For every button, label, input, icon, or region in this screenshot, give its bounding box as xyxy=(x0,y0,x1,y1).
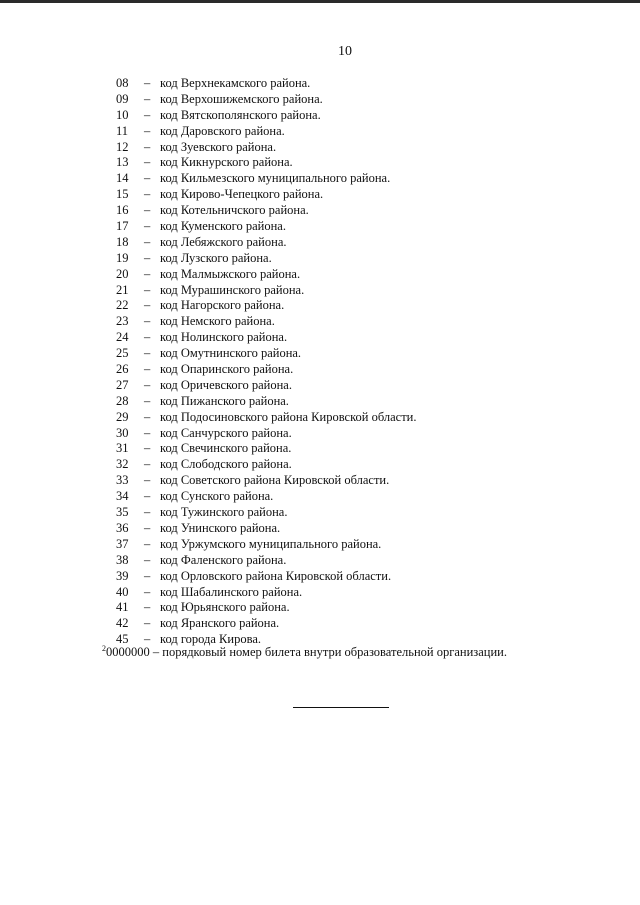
code-description: код Лебяжского района. xyxy=(160,234,287,249)
code-description: код Мурашинского района. xyxy=(160,282,305,297)
code-number: 40 xyxy=(116,584,129,599)
list-item xyxy=(116,362,417,378)
code-description: код Опаринского района. xyxy=(160,362,294,377)
list-item xyxy=(116,441,417,457)
code-dash: – xyxy=(144,632,151,647)
list-item xyxy=(116,569,417,585)
list-item xyxy=(116,537,417,553)
code-dash: – xyxy=(144,282,151,297)
code-dash: – xyxy=(144,139,151,154)
code-description: код Унинского района. xyxy=(160,520,281,535)
list-item xyxy=(116,489,417,505)
code-dash: – xyxy=(144,250,151,265)
code-number: 13 xyxy=(116,155,129,170)
list-item xyxy=(116,473,417,489)
code-number: 35 xyxy=(116,505,129,520)
code-number: 16 xyxy=(116,203,129,218)
code-description: код Орловского района Кировской области. xyxy=(160,568,392,583)
code-number: 39 xyxy=(116,568,129,583)
code-description: код Свечинского района. xyxy=(160,441,292,456)
list-item xyxy=(116,410,417,426)
code-dash: – xyxy=(144,234,151,249)
code-dash: – xyxy=(144,552,151,567)
code-dash: – xyxy=(144,107,151,122)
code-dash: – xyxy=(144,505,151,520)
code-number: 12 xyxy=(116,139,129,154)
code-dash: – xyxy=(144,568,151,583)
code-description: код Нагорского района. xyxy=(160,298,285,313)
code-dash: – xyxy=(144,155,151,170)
code-description: код Сунского района. xyxy=(160,489,274,504)
code-number: 33 xyxy=(116,473,129,488)
code-number: 42 xyxy=(116,616,129,631)
code-number: 27 xyxy=(116,377,129,392)
code-dash: – xyxy=(144,616,151,631)
list-item xyxy=(116,203,417,219)
code-number: 37 xyxy=(116,536,129,551)
top-border-line xyxy=(0,0,640,6)
code-dash: – xyxy=(144,473,151,488)
code-description: код Верхнекамского района. xyxy=(160,76,311,90)
code-dash: – xyxy=(144,266,151,281)
code-dash: – xyxy=(144,346,151,361)
list-item xyxy=(116,521,417,537)
code-number: 20 xyxy=(116,266,129,281)
code-number: 08 xyxy=(116,76,129,90)
code-description: код Фаленского района. xyxy=(160,552,287,567)
code-number: 32 xyxy=(116,457,129,472)
code-description: код Оричевского района. xyxy=(160,377,292,392)
code-description: код Омутнинского района. xyxy=(160,346,302,361)
code-number: 45 xyxy=(116,632,129,647)
code-dash: – xyxy=(144,314,151,329)
list-item xyxy=(116,330,417,346)
code-dash: – xyxy=(144,600,151,615)
code-dash: – xyxy=(144,441,151,456)
code-dash: – xyxy=(144,123,151,138)
list-item xyxy=(116,140,417,156)
code-dash: – xyxy=(144,76,151,90)
code-number: 26 xyxy=(116,362,129,377)
code-description: код города Кирова. xyxy=(160,632,261,647)
code-number: 34 xyxy=(116,489,129,504)
code-dash: – xyxy=(144,409,151,424)
code-number: 10 xyxy=(116,107,129,122)
code-dash: – xyxy=(144,489,151,504)
code-description: код Санчурского района. xyxy=(160,425,292,440)
code-number: 18 xyxy=(116,234,129,249)
code-number: 24 xyxy=(116,330,129,345)
list-item xyxy=(116,219,417,235)
list-item xyxy=(116,553,417,569)
footnote-mark: 2 xyxy=(102,643,106,653)
code-description: код Нолинского района. xyxy=(160,330,288,345)
code-description: код Пижанского района. xyxy=(160,393,289,408)
code-dash: – xyxy=(144,171,151,186)
list-item xyxy=(116,394,417,410)
list-item xyxy=(116,155,417,171)
end-rule xyxy=(293,707,389,708)
code-number: 28 xyxy=(116,393,129,408)
code-description: код Куменского района. xyxy=(160,219,286,234)
code-description: код Советского района Кировской области. xyxy=(160,473,390,488)
list-item xyxy=(116,187,417,203)
code-dash: – xyxy=(144,330,151,345)
list-item xyxy=(116,283,417,299)
list-item xyxy=(116,600,417,616)
code-dash: – xyxy=(144,219,151,234)
code-description: код Котельничского района. xyxy=(160,203,309,218)
list-item xyxy=(116,171,417,187)
list-item xyxy=(116,92,417,108)
code-dash: – xyxy=(144,457,151,472)
code-dash: – xyxy=(144,377,151,392)
code-number: 09 xyxy=(116,91,129,106)
code-number: 21 xyxy=(116,282,129,297)
code-description: код Малмыжского района. xyxy=(160,266,301,281)
code-description: код Кирово-Чепецкого района. xyxy=(160,187,324,202)
code-description: код Подосиновского района Кировской области. xyxy=(160,409,417,424)
code-number: 17 xyxy=(116,219,129,234)
code-dash: – xyxy=(144,393,151,408)
code-description: код Кильмезского муниципального района. xyxy=(160,171,391,186)
code-number: 25 xyxy=(116,346,129,361)
code-number: 19 xyxy=(116,250,129,265)
code-description: код Шабалинского района. xyxy=(160,584,303,599)
list-item xyxy=(116,267,417,283)
code-description: код Уржумского муниципального района. xyxy=(160,536,382,551)
code-number: 31 xyxy=(116,441,129,456)
list-item xyxy=(116,585,417,601)
code-number: 11 xyxy=(116,123,129,138)
code-number: 14 xyxy=(116,171,129,186)
code-dash: – xyxy=(144,584,151,599)
code-description: код Даровского района. xyxy=(160,123,285,138)
code-description: код Яранского района. xyxy=(160,616,280,631)
list-item xyxy=(116,124,417,140)
code-dash: – xyxy=(144,187,151,202)
code-description: код Верхошижемского района. xyxy=(160,91,323,106)
code-description: код Вятскополянского района. xyxy=(160,107,321,122)
code-dash: – xyxy=(144,203,151,218)
code-description: код Слободского района. xyxy=(160,457,292,472)
code-dash: – xyxy=(144,362,151,377)
code-dash: – xyxy=(144,425,151,440)
footnote-text: 0000000 – порядковый номер билета внутри образовательной организации. xyxy=(106,645,507,659)
list-item xyxy=(116,235,417,251)
list-item xyxy=(116,616,417,632)
code-dash: – xyxy=(144,536,151,551)
list-item xyxy=(116,426,417,442)
list-item xyxy=(116,76,417,92)
list-item xyxy=(116,378,417,394)
list-item xyxy=(116,505,417,521)
code-dash: – xyxy=(144,520,151,535)
list-item xyxy=(116,314,417,330)
district-code-list xyxy=(116,76,417,648)
code-number: 30 xyxy=(116,425,129,440)
code-dash: – xyxy=(144,298,151,313)
list-item xyxy=(116,251,417,267)
code-description: код Лузского района. xyxy=(160,250,272,265)
code-description: код Кикнурского района. xyxy=(160,155,293,170)
code-number: 22 xyxy=(116,298,129,313)
code-description: код Зуевского района. xyxy=(160,139,277,154)
code-number: 41 xyxy=(116,600,129,615)
list-item xyxy=(116,298,417,314)
code-number: 23 xyxy=(116,314,129,329)
list-item xyxy=(116,346,417,362)
code-description: код Тужинского района. xyxy=(160,505,288,520)
page-number: 10 xyxy=(338,44,352,59)
code-number: 36 xyxy=(116,520,129,535)
footnote xyxy=(102,644,507,660)
list-item xyxy=(116,108,417,124)
code-dash: – xyxy=(144,91,151,106)
code-number: 15 xyxy=(116,187,129,202)
list-item xyxy=(116,457,417,473)
code-description: код Немского района. xyxy=(160,314,275,329)
code-number: 29 xyxy=(116,409,129,424)
code-number: 38 xyxy=(116,552,129,567)
code-description: код Юрьянского района. xyxy=(160,600,290,615)
